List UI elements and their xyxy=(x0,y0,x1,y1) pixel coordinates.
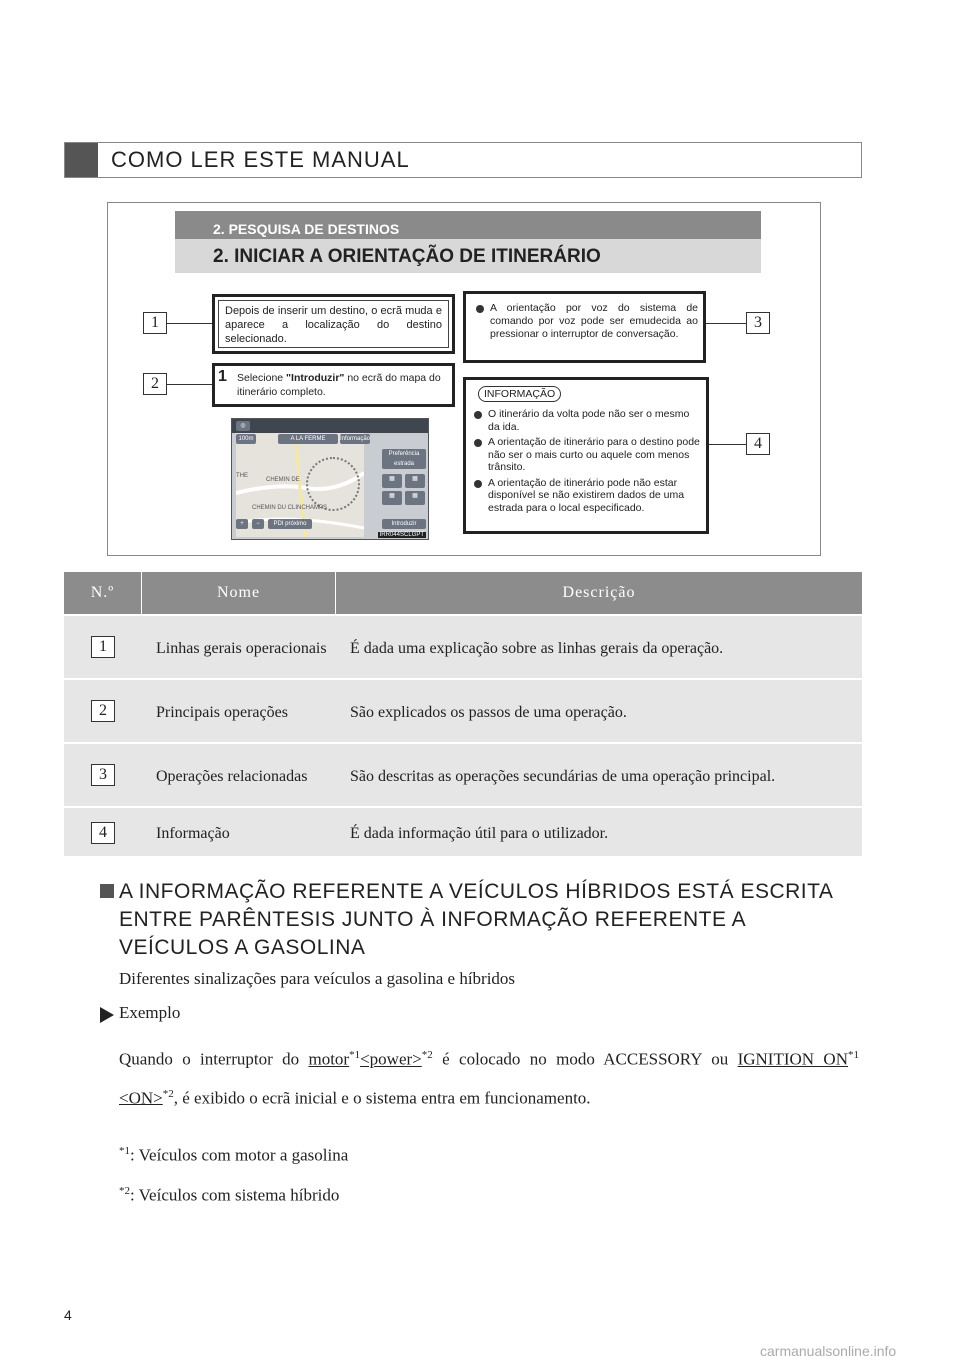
ex-motor: motor xyxy=(308,1049,350,1069)
sample-step-number: 1 xyxy=(218,368,227,385)
sample-section-box xyxy=(212,294,455,354)
triangle-bullet-icon xyxy=(100,1007,114,1023)
screen-destination-ring xyxy=(306,457,360,511)
info-tag: INFORMAÇÃO xyxy=(478,386,561,402)
marker-4: 4 xyxy=(746,433,770,455)
ex-part: Quando o interruptor do xyxy=(119,1049,309,1069)
footnote-text: : Veículos com motor a gasolina xyxy=(130,1145,349,1165)
table-row xyxy=(64,742,862,806)
row-marker: 4 xyxy=(91,822,115,844)
screen-street-label: THE xyxy=(236,473,248,479)
ex-on: <ON> xyxy=(119,1088,163,1108)
step-bold: "Introduzir" xyxy=(286,372,345,384)
info-list xyxy=(474,408,700,517)
screen-street-label: CHEMIN DE xyxy=(266,477,300,483)
example-paragraph xyxy=(119,1038,859,1115)
screen-icon-button: ▦ xyxy=(405,491,425,505)
sample-related-box xyxy=(463,291,706,363)
row-name: Informação xyxy=(156,825,230,842)
intro-text: Diferentes sinalizações para veículos a gasolina e híbridos xyxy=(119,969,516,988)
sample-info-box xyxy=(463,377,709,534)
sample-step-box xyxy=(212,363,455,407)
row-name: Linhas gerais operacionais xyxy=(156,640,327,657)
sample-section-text: Depois de inserir um destino, o ecrã muda e aparece a localização do destino selecionado. xyxy=(218,300,449,348)
page-number: 4 xyxy=(64,1307,72,1323)
row-name: Operações relacionadas xyxy=(156,768,308,785)
sample-title-band: 2. INICIAR A ORIENTAÇÃO DE ITINERÁRIO xyxy=(175,239,761,273)
leader-line xyxy=(166,384,212,385)
header-number: N.º xyxy=(64,572,142,614)
screen-poi-button: PDI próximo xyxy=(268,519,312,529)
row-marker: 2 xyxy=(91,700,115,722)
screen-zoom-in-icon: + xyxy=(236,519,248,529)
section-header xyxy=(64,142,862,178)
row-name: Principais operações xyxy=(156,704,288,721)
section-title: COMO LER ESTE MANUAL xyxy=(111,147,410,172)
footnote-mark: *2 xyxy=(119,1185,130,1197)
marker-1: 1 xyxy=(143,312,167,334)
footnote-text: : Veículos com sistema híbrido xyxy=(130,1185,340,1205)
ex-ignition: IGNITION ON xyxy=(737,1049,848,1069)
square-bullet-icon xyxy=(100,884,114,898)
table-header xyxy=(64,572,862,614)
screen-enter-button: Introduzir xyxy=(382,519,426,529)
sample-chapter-band: 2. PESQUISA DE DESTINOS xyxy=(175,211,761,239)
footnote-2 xyxy=(119,1178,339,1209)
ex-footnote-mark: *1 xyxy=(848,1049,859,1061)
row-description: São descritas as operações secundárias de uma operação principal. xyxy=(350,768,776,785)
marker-2: 2 xyxy=(143,373,167,395)
screen-icon-button: ▦ xyxy=(382,474,402,488)
row-marker: 1 xyxy=(91,636,115,658)
screen-preference-button: Preferência estrada xyxy=(382,449,426,469)
header-block xyxy=(65,143,98,177)
info-item: O itinerário da volta pode não ser o mesmo da ida. xyxy=(474,408,700,433)
info-item: A orientação de itinerário pode não estar disponível se não existirem dados de uma estrada para o local especificado. xyxy=(474,477,700,515)
leader-line xyxy=(166,323,212,324)
sample-page-figure xyxy=(107,202,821,556)
ex-part: , é exibido o ecrã inicial e o sistema entra em funcionamento. xyxy=(173,1088,591,1108)
ex-power: <power> xyxy=(360,1049,422,1069)
screen-street-label: CHEMIN DU CLINCHAMPS xyxy=(252,505,328,511)
watermark: carmanualsonline.info xyxy=(760,1343,897,1359)
example-label: Exemplo xyxy=(119,1003,181,1022)
leader-line xyxy=(709,444,746,445)
legend-table xyxy=(64,572,862,856)
screen-icon-button: ▦ xyxy=(405,474,425,488)
navigation-screen-image xyxy=(231,418,429,540)
row-description: São explicados os passos de uma operação. xyxy=(350,704,627,721)
info-item: A orientação de itinerário para o destino pode não ser o mais curto ou aquele com menos trânsito. xyxy=(474,436,700,474)
leader-line xyxy=(706,323,746,324)
screen-place-label: A LA FERME xyxy=(278,434,338,444)
screen-scale-button: 100m xyxy=(236,434,256,444)
sample-step-text xyxy=(237,371,448,399)
step-suffix: no ecrã do mapa do itinerário completo. xyxy=(237,372,441,398)
step-prefix: Selecione xyxy=(237,372,287,384)
header-description: Descrição xyxy=(562,584,636,601)
ex-part: é colocado no modo ACCESSORY ou xyxy=(432,1049,738,1069)
footnote-1 xyxy=(119,1138,348,1169)
row-marker: 3 xyxy=(91,764,115,786)
table-row xyxy=(64,678,862,742)
ex-footnote-mark: *2 xyxy=(421,1049,433,1061)
screen-compass-icon: ◎ xyxy=(236,421,250,431)
screen-info-button: Informação xyxy=(340,436,371,442)
header-name: Nome xyxy=(142,572,336,614)
ex-footnote-mark: *2 xyxy=(162,1087,174,1100)
table-row xyxy=(64,614,862,678)
row-description: É dada informação útil para o utilizador. xyxy=(350,825,609,842)
screen-top-bar xyxy=(232,419,428,433)
marker-3: 3 xyxy=(746,312,770,334)
sample-related-text: A orientação por voz do sistema de comando por voz pode ser emudecida ao pressionar o interruptor de conversação. xyxy=(476,302,698,341)
ex-footnote-mark: *1 xyxy=(349,1049,361,1061)
row-description: É dada uma explicação sobre as linhas gerais da operação. xyxy=(350,640,724,657)
subheading: A INFORMAÇÃO REFERENTE A VEÍCULOS HÍBRIDOS ESTÁ ESCRITA ENTRE PARÊNTESIS JUNTO À INFORMAÇÃO REFERENTE A VEÍCULOS A GASOLINA xyxy=(119,880,833,959)
table-row xyxy=(64,806,862,856)
screen-zoom-out-icon: − xyxy=(252,519,264,529)
screen-image-code: IRR044SCLGPT xyxy=(379,532,424,538)
screen-icon-button: ▦ xyxy=(382,491,402,505)
footnote-mark: *1 xyxy=(119,1145,130,1157)
